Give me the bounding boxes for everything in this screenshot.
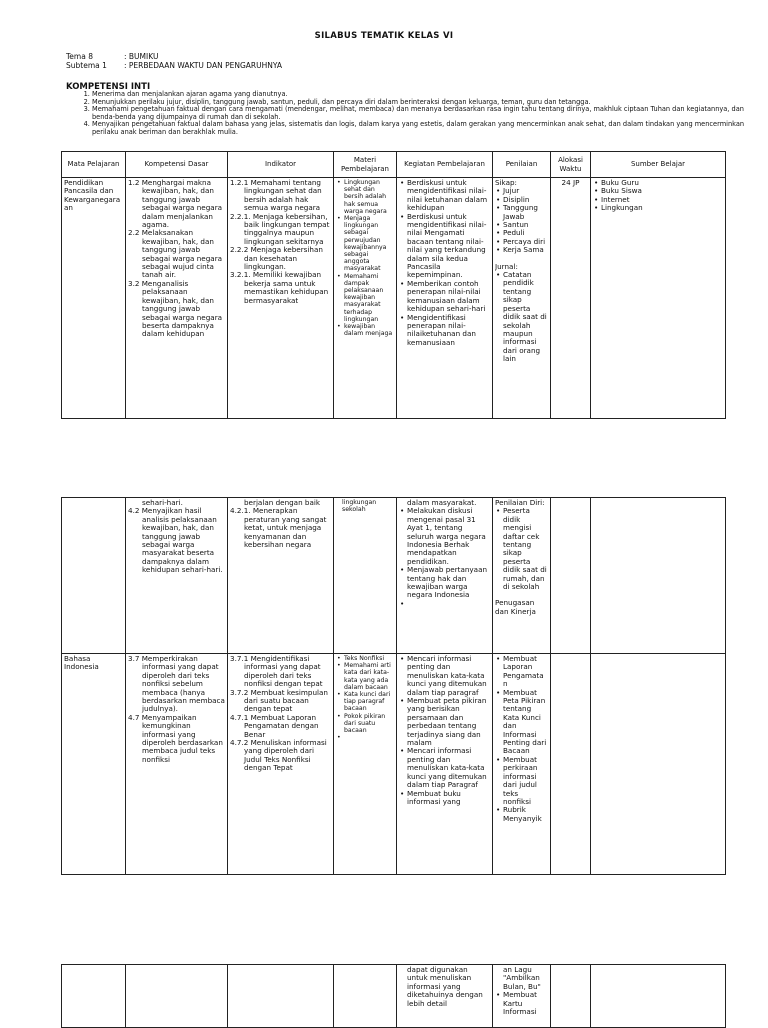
kd-item: 4.7 Menyampaikan kemungkinan informasi yang diperoleh berdasarkan membaca judul teks nonfiksi: [128, 712, 223, 764]
penilaian-jurnal-label: Jurnal:: [495, 261, 518, 271]
indikator-cell: [228, 498, 334, 654]
indikator-item: 3.7.2 Membuat kesimpulan dari suatu bacaan dengan tepat: [230, 687, 328, 714]
header-kompetensi-dasar: Kompetensi Dasar: [126, 152, 228, 178]
indikator-item: berjalan dengan baik: [244, 499, 321, 507]
kd-cell: [126, 965, 228, 1028]
indikator-item: 4.7.2 Menuliskan informasi yang diperoleh dari Judul Teks Nonfiksi dengan Tepat: [230, 738, 327, 773]
sikap-item: • Kerja Sama: [503, 246, 548, 254]
kegiatan-cell: [397, 178, 493, 419]
penilaian-sikap-label: Sikap:: [495, 179, 517, 187]
header-sumber: Sumber Belajar: [591, 152, 726, 178]
materi-cell: [334, 965, 397, 1028]
indikator-item: 1.2.1 Memahami tentang lingkungan sehat dan bersih adalah hak semua warga negara: [230, 179, 322, 213]
penilaian-item: • Membuat Kartu Informasi: [503, 991, 548, 1016]
penilaian-cell: [493, 178, 551, 419]
ki-item: 2. Menunjukkan perilaku jujur, disiplin, tanggung jawab, santun, peduli, dan percaya diri dalam berinteraksi dengan keluarga, teman, guru dan tetangga.: [92, 99, 752, 107]
kegiatan-item: • Menjawab pertanyaan tentang hak dan kewajiban warga negara Indonesia: [407, 566, 490, 600]
indikator-item: 2.2.1. Menjaga kebersihan, baik lingkungan tempat tinggalnya maupun lingkungan sekitarnya: [230, 211, 330, 246]
materi-item: [344, 734, 394, 741]
subtema-row: [66, 61, 282, 70]
jurnal-item: • Catatan pendidik tentang sikap peserta didik saat di sekolah maupun informasi dari orang lain: [503, 271, 548, 363]
kegiatan-item: • Mencari informasi penting dan menuliskan kata-kata kunci yang ditemukan dalam tiap Paragraf: [407, 747, 490, 789]
kegiatan-item: • Mencari informasi penting dan menuliskan kata-kata kunci yang ditemukan dalam tiap paragraf: [407, 655, 490, 697]
tema-value: : BUMIKU: [124, 52, 159, 61]
kegiatan-cell: [397, 498, 493, 654]
header-penilaian: Penilaian: [493, 152, 551, 178]
kegiatan-item: • Memberikan contoh penerapan nilai-nilai kemanusiaan dalam kehidupan sehari-hari: [407, 280, 490, 314]
kd-item: 1.2 Menghargai makna kewajiban, hak, dan tanggung jawab sebagai warga negara dalam menjalankan agama.: [128, 179, 223, 230]
kd-cell: [126, 178, 228, 419]
header-mata-pelajaran: Mata Pelajaran: [62, 152, 126, 178]
penilaian-item: an Lagu "Ambilkan Bulan, Bu": [503, 966, 541, 991]
sikap-item: • Santun: [503, 221, 548, 229]
sumber-item: • Buku Siswa: [601, 187, 723, 195]
kegiatan-cell: [397, 654, 493, 875]
sikap-item: • Tanggung Jawab: [503, 204, 548, 221]
kegiatan-item: • Membuat peta pikiran yang berisikan persamaan dan perbedaan tentang terjadinya siang dan malam: [407, 697, 490, 747]
kegiatan-item: dalam masyarakat.: [407, 499, 477, 507]
sumber-cell: [591, 498, 726, 654]
header-materi: Materi Pembelajaran: [334, 152, 397, 178]
materi-item: • Memahami arti kata dari kata-kata yang ada dalam bacaan: [344, 662, 394, 691]
indikator-item: 3.2.1. Memiliki kewajiban bekerja sama untuk memastikan kehidupan bermasyarakat: [230, 270, 329, 305]
sumber-item: • Buku Guru: [601, 179, 723, 187]
alokasi-cell: [551, 654, 591, 875]
diri-item: • Peserta didik mengisi daftar cek tentang sikap peserta didik saat di rumah, dan di sekolah: [503, 507, 548, 591]
materi-item: • Lingkungan sehat dan bersih adalah hak semua warga negara: [344, 179, 394, 215]
kd-item: 3.2 Menganalisis pelaksanaan kewajiban, hak, dan tanggung jawab sebagai warga negara beserta dampaknya dalam kehidupan: [128, 278, 223, 339]
penilaian-cell: [493, 498, 551, 654]
kegiatan-item: [407, 600, 490, 608]
mapel-cell: [62, 498, 126, 654]
sikap-item: • Percaya diri: [503, 238, 548, 246]
ki-item: 3. Memahami pengetahuan faktual dengan cara mengamati (mendengar, melihat, membaca) dan menanya berdasarkan rasa ingin tahu tentang dirinya, makhluk ciptaan Tuhan dan kegiatannya, dan benda-benda yang dijumpainya di rumah dan di sekolah.: [92, 106, 752, 121]
kompetensi-inti-list: [64, 91, 752, 137]
indikator-cell: [228, 654, 334, 875]
alokasi-cell: [551, 965, 591, 1028]
kegiatan-item: • Berdiskusi untuk mengidentifikasi nilai-nilai Mengamati bacaan tentang nilai-nilai yang terkandung dalam sila kedua Pancasila kepemimpinan.: [407, 213, 490, 280]
materi-cell: [334, 654, 397, 875]
sumber-cell: [591, 965, 726, 1028]
materi-item: • Teks Nonfiksi: [344, 655, 394, 662]
kegiatan-item: • Melakukan diskusi mengenai pasal 31 Ayat 1, tentang seluruh warga negara Indonesia Berhak mendapatkan pendidikan.: [407, 507, 490, 566]
materi-item: • Menjaga lingkungan sebagai perwujudan kewajibannya sebagai anggota masyarakat: [344, 215, 394, 273]
syllabus-table-page3: [61, 964, 726, 1028]
kd-item: 3.7 Memperkirakan informasi yang dapat diperoleh dari teks nonfiksi sebelum membaca (hanya berdasarkan membaca judulnya).: [128, 655, 225, 714]
materi-cell: [334, 178, 397, 419]
sikap-item: • Peduli: [503, 229, 548, 237]
ki-item: 4. Menyajikan pengetahuan faktual dalam bahasa yang jelas, sistematis dan logis, dalam karya yang estetis, dalam gerakan yang mencerminkan anak sehat, dan dalam tindakan yang mencerminkan perilaku anak beriman dan berakhlak mulia.: [92, 121, 752, 136]
tema-label: Tema 8: [66, 52, 93, 61]
penilaian-item: • Membuat Laporan Pengamatan: [503, 655, 548, 689]
penugasan-label: Penugasan dan Kinerja: [495, 598, 536, 616]
penilaian-cell: [493, 965, 551, 1028]
penilaian-cell: [493, 654, 551, 875]
sumber-item: • Lingkungan: [601, 204, 723, 212]
indikator-item: 3.7.1 Mengidentifikasi informasi yang dapat diperoleh dari teks nonfiksi dengan tepat: [230, 655, 323, 689]
alokasi-cell: [551, 498, 591, 654]
alokasi-cell: 24 JP: [551, 178, 591, 419]
materi-item: • Kata kunci dari tiap paragraf bacaan: [344, 691, 394, 713]
sumber-cell: [591, 178, 726, 419]
indikator-item: 4.7.1 Membuat Laporan Pengamatan dengan Benar: [230, 712, 319, 739]
sumber-item: • Internet: [601, 196, 723, 204]
syllabus-table-page1: [61, 151, 726, 419]
table-row: [62, 654, 726, 875]
subtema-label: Subtema 1: [66, 61, 107, 70]
kd-item: 4.2 Menyajikan hasil analisis pelaksanaan kewajiban, hak, dan tanggung jawab sebagai warga masyarakat beserta dampaknya dalam kehidupan sehari-hari.: [128, 506, 223, 575]
kd-cell: [126, 498, 228, 654]
table-row: [62, 498, 726, 654]
penilaian-item: • Rubrik Menyanyik: [503, 806, 548, 823]
tema-row: [66, 52, 158, 61]
kegiatan-cell: dapat digunakan untuk menuliskan informasi yang diketahuinya dengan lebih detail: [397, 965, 493, 1028]
materi-item: • kewajiban dalam menjaga: [344, 323, 394, 337]
indikator-cell: [228, 965, 334, 1028]
indikator-cell: [228, 178, 334, 419]
penilaian-item: • Membuat Peta Pikiran tentang Kata Kunci dan Informasi Penting dari Bacaan: [503, 689, 548, 756]
sikap-item: • Jujur: [503, 187, 548, 195]
materi-item: • Memahami dampak pelaksanaan kewajiban masyarakat terhadap lingkungan: [344, 273, 394, 323]
syllabus-table-page2: [61, 497, 726, 875]
penilaian-diri-label: Penilaian Diri:: [495, 499, 545, 507]
table-header-row: [62, 152, 726, 178]
mapel-cell: [62, 965, 126, 1028]
kegiatan-item: • Berdiskusi untuk mengidentifikasi nilai-nilai ketuhanan dalam kehidupan: [407, 179, 490, 213]
materi-item: • Pokok pikiran dari suatu bacaan: [344, 713, 394, 735]
table-row: [62, 965, 726, 1028]
kegiatan-item: • Membuat buku informasi yang: [407, 790, 490, 807]
materi-cell: lingkungan sekolah: [334, 498, 397, 654]
header-alokasi: Alokasi Waktu: [551, 152, 591, 178]
indikator-item: 4.2.1. Menerapkan peraturan yang sangat ketat, untuk menjaga kenyamanan dan kebersihan negara: [230, 506, 327, 550]
indikator-item: 2.2.2 Menjaga kebersihan dan kesehatan lingkungan.: [230, 245, 323, 272]
ki-item: 1. Menerima dan menjalankan ajaran agama yang dianutnya.: [92, 91, 752, 99]
subtema-value: : PERBEDAAN WAKTU DAN PENGARUHNYA: [124, 61, 282, 70]
sikap-item: • Disiplin: [503, 196, 548, 204]
kd-item: sehari-hari.: [142, 499, 183, 507]
sumber-cell: [591, 654, 726, 875]
mapel-cell: Pendidikan Pancasila dan Kewarganegaraan: [62, 178, 126, 419]
kd-item: 2.2 Melaksanakan kewajiban, hak, dan tanggung jawab sebagai warga negara sebagai wujud cinta tanah air.: [128, 228, 223, 280]
table-row: [62, 178, 726, 419]
document-title: SILABUS TEMATIK KELAS VI: [314, 31, 454, 41]
mapel-cell: Bahasa Indonesia: [62, 654, 126, 875]
kd-cell: [126, 654, 228, 875]
penilaian-item: • Membuat perkiraan informasi dari judul teks nonfiksi: [503, 756, 548, 806]
kegiatan-item: • Mengidentifikasi penerapan nilai-nilaiketuhanan dan kemanusiaan: [407, 314, 490, 348]
header-kegiatan: Kegiatan Pembelajaran: [397, 152, 493, 178]
kompetensi-inti-heading: KOMPETENSI INTI: [66, 82, 151, 92]
header-indikator: Indikator: [228, 152, 334, 178]
